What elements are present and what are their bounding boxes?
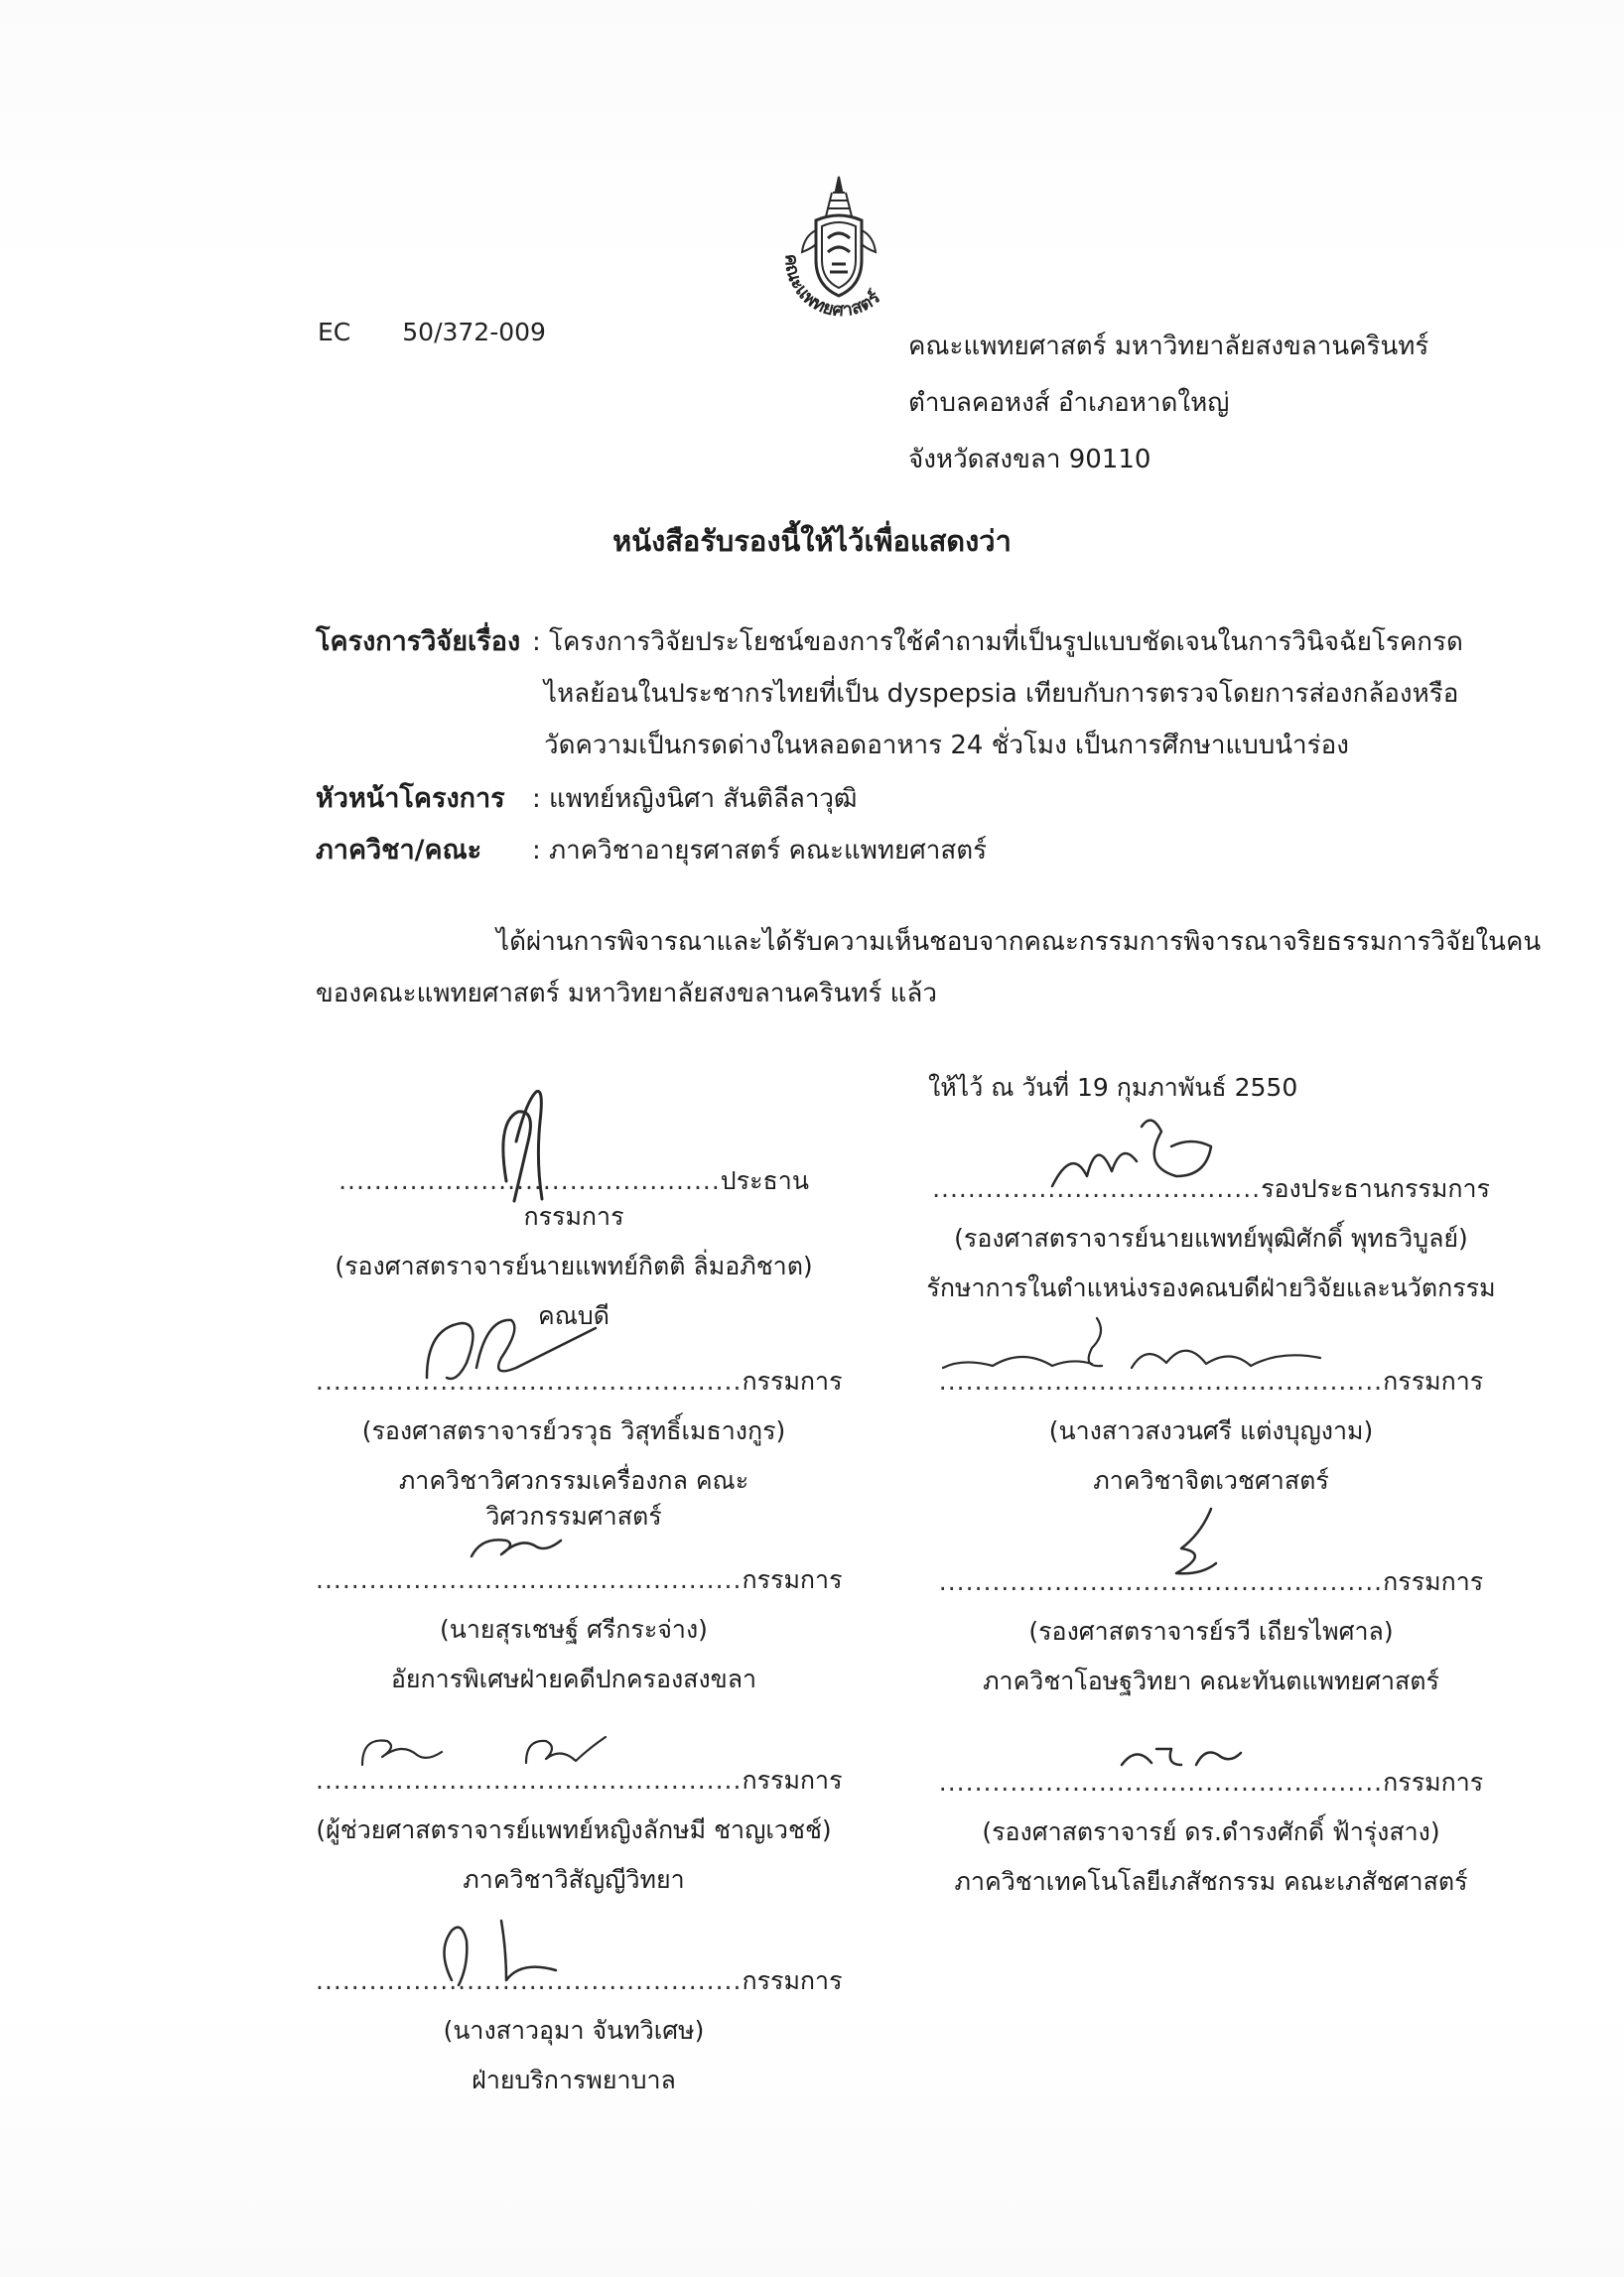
- signatory-7: [316, 1763, 843, 1898]
- signatory-4: [893, 1364, 1529, 1499]
- signatory-role: กรรมการ: [1383, 1768, 1484, 1797]
- statement-line-1: ได้ผ่านการพิจารณาและได้รับความเห็นชอบจากคณะกรรมการพิจารณาจริยธรรมการวิจัยในคน: [496, 927, 1542, 957]
- signatory-role: กรรมการ: [742, 1565, 843, 1594]
- signatory-position: อัยการพิเศษฝ่ายคดีปกครองสงขลา: [390, 1665, 757, 1693]
- signatory-role: ประธานกรรมการ: [523, 1166, 809, 1231]
- signatory-name: (รองศาสตราจารย์นายแพทย์กิตติ ลิ่มอภิชาต): [335, 1252, 813, 1280]
- signatory-8: [893, 1765, 1529, 1900]
- signature-line: ................................................: [316, 1966, 743, 1995]
- signatory-role: กรรมการ: [742, 1367, 843, 1396]
- signatory-name: (นายสุรเชษฐ์ ศรีกระจ่าง): [440, 1615, 708, 1644]
- signatory-name: (รองศาสตราจารย์รวี เถียรไพศาล): [1028, 1617, 1394, 1646]
- signature-line: ..................................................: [938, 1367, 1384, 1396]
- signatory-role: รองประธานกรรมการ: [1261, 1174, 1490, 1203]
- signature-line: ................................................: [316, 1367, 743, 1396]
- signatory-position: รักษาการในตำแหน่งรองคณบดีฝ่ายวิจัยและนวัตกรรม: [926, 1273, 1496, 1302]
- head-label: หัวหน้าโครงการ: [316, 783, 505, 814]
- signature-line: ................................................: [316, 1565, 743, 1594]
- seal-text: คณะแพทยศาสตร์: [780, 253, 884, 322]
- signatory-name: (นางสาวสงวนศรี แต่งบุญงาม): [1048, 1416, 1374, 1445]
- signatory-position: ภาควิชาจิตเวชศาสตร์: [1093, 1466, 1329, 1495]
- address-line-2: ตำบลคอหงส์ อำเภอหาดใหญ่: [908, 388, 1230, 418]
- signature-line: .....................................: [932, 1174, 1262, 1203]
- signature-line: ..................................................: [938, 1768, 1384, 1797]
- signatory-3: [316, 1364, 843, 1535]
- signatory-position: ภาควิชาวิสัญญีวิทยา: [463, 1865, 685, 1894]
- signatory-name: (ผู้ช่วยศาสตราจารย์แพทย์หญิงลักษมี ชาญเวชช์): [316, 1815, 832, 1844]
- signature-line: ................................................: [316, 1766, 743, 1795]
- signatory-5: [316, 1562, 843, 1697]
- signatory-position: ภาควิชาวิศวกรรมเครื่องกล คณะวิศวกรรมศาสตร์: [398, 1466, 749, 1531]
- signature-committee-5: [462, 1527, 571, 1566]
- project-line-1: : โครงการวิจัยประโยชน์ของการใช้คำถามที่เป็นรูปแบบชัดเจนในการวินิจฉัยโรคกรด: [532, 627, 1463, 657]
- head-value: : แพทย์หญิงนิศา สันติลีลาวุฒิ: [532, 784, 858, 814]
- signatory-name: (นางสาวอุมา จันทวิเศษ): [443, 2016, 705, 2045]
- signature-line: ...........................................: [338, 1166, 721, 1195]
- signatory-9: [316, 1963, 843, 2098]
- signatory-name: (รองศาสตราจารย์วรวุธ วิสุทธิ์เมธางกูร): [361, 1416, 786, 1445]
- department-value: : ภาควิชาอายุรศาสตร์ คณะแพทยศาสตร์: [532, 836, 988, 866]
- signatory-name: (รองศาสตราจารย์นายแพทย์พุฒิศักดิ์ พุทธวิบูลย์): [954, 1224, 1468, 1253]
- signatory-role: กรรมการ: [742, 1966, 843, 1995]
- issue-date: ให้ไว้ ณ วันที่ 19 กุมภาพันธ์ 2550: [928, 1073, 1298, 1102]
- signatory-position: คณบดี: [537, 1301, 610, 1330]
- department-label: ภาควิชา/คณะ: [316, 835, 482, 866]
- signatory-position: ภาควิชาเทคโนโลยีเภสัชกรรม คณะเภสัชศาสตร์: [954, 1867, 1468, 1896]
- signatory-position: ฝ่ายบริการพยาบาล: [472, 2066, 676, 2094]
- signatory-position: ภาควิชาโอษฐวิทยา คณะทันตแพทยศาสตร์: [983, 1667, 1439, 1695]
- address-line-3: จังหวัดสงขลา 90110: [908, 445, 1151, 474]
- statement-line-2: ของคณะแพทยศาสตร์ มหาวิทยาลัยสงขลานครินทร์ แล้ว: [316, 979, 937, 1008]
- signatory-role: กรรมการ: [1383, 1367, 1484, 1396]
- ec-number: 50/372-009: [402, 318, 546, 346]
- signatory-role: กรรมการ: [742, 1766, 843, 1795]
- document-title: หนังสือรับรองนี้ให้ไว้เพื่อแสดงว่า: [612, 524, 1012, 558]
- ec-prefix: EC: [318, 318, 351, 346]
- signatory-2: [893, 1171, 1529, 1306]
- signatory-name: (รองศาสตราจารย์ ดร.ดำรงศักดิ์ ฟ้ารุ่งสาง): [982, 1817, 1440, 1846]
- address-line-1: คณะแพทยศาสตร์ มหาวิทยาลัยสงขลานครินทร์: [908, 332, 1429, 361]
- ec-reference: [318, 318, 546, 346]
- project-label: โครงการวิจัยเรื่อง: [316, 626, 521, 657]
- signatory-6: [893, 1564, 1529, 1699]
- signatory-role: กรรมการ: [1383, 1567, 1484, 1596]
- project-line-3: วัดความเป็นกรดด่างในหลอดอาหาร 24 ชั่วโมง เป็นการศึกษาแบบนำร่อง: [544, 731, 1349, 760]
- faculty-seal-logo: [764, 169, 913, 337]
- project-line-2: ไหลย้อนในประชากรไทยที่เป็น dyspepsia เทียบกับการตรวจโดยการส่องกล้องหรือ: [544, 679, 1459, 709]
- signature-line: ..................................................: [938, 1567, 1384, 1596]
